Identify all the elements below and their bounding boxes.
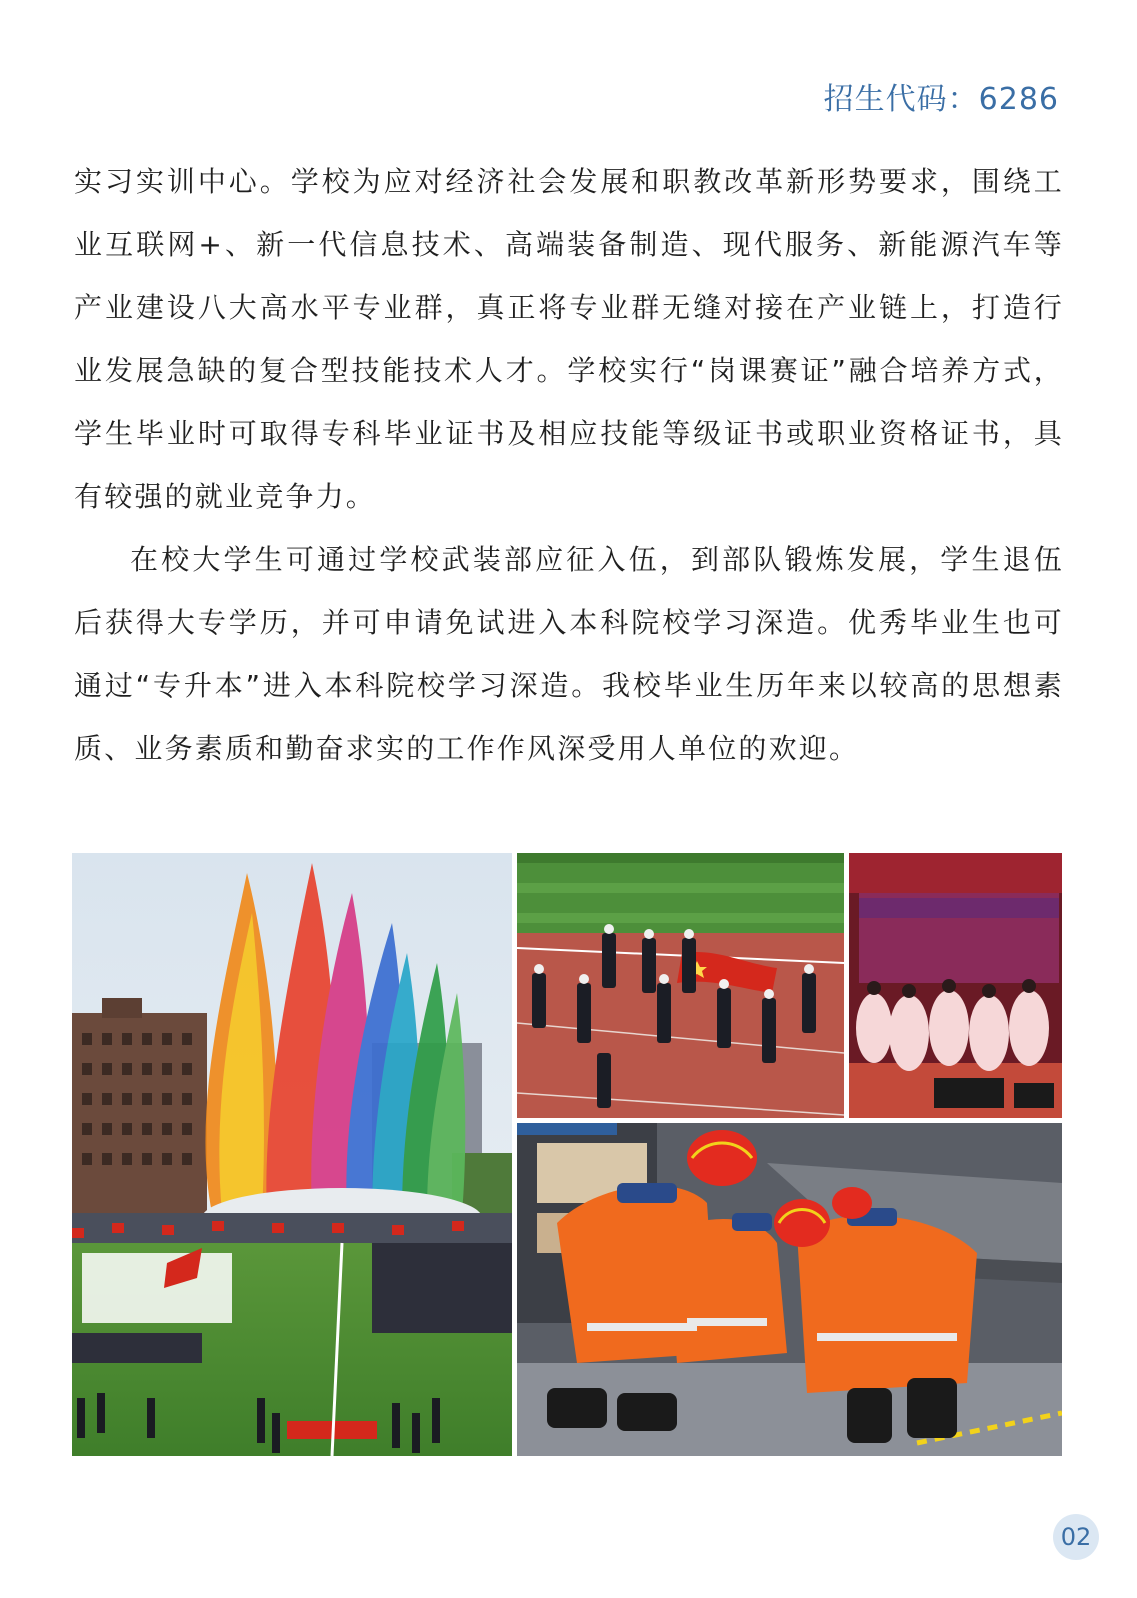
page-number-badge: 02 (1053, 1514, 1099, 1560)
ceremony-illustration (72, 853, 512, 1456)
flag-march-photo (517, 853, 844, 1118)
body-text (74, 150, 1064, 780)
ceremony-photo (72, 853, 512, 1456)
stage-dance-photo (849, 853, 1062, 1118)
rescue-drill-illustration (517, 1123, 1062, 1456)
flag-march-illustration (517, 853, 844, 1118)
enrollment-code: 招生代码：6286 (823, 82, 1059, 117)
rescue-drill-photo (517, 1123, 1062, 1456)
paragraph-programs: 实习实训中心。学校为应对经济社会发展和职教改革新形势要求，围绕工业互联网+、新一代信息技术、高端装备制造、现代服务、新能源汽车等产业建设八大高水平专业群，真正将专业群无缝对接在产业链上，打造行业发展急缺的复合型技能技术人才。学校实行“岗课赛证”融合培养方式，学生毕业时可取得专科毕业证书及相应技能等级证书或职业资格证书，具有较强的就业竞争力。 (74, 165, 1064, 513)
paragraph-military-and-further-study: 在校大学生可通过学校武装部应征入伍，到部队锻炼发展，学生退伍后获得大专学历，并可申请免试进入本科院校学习深造。优秀毕业生也可通过“专升本”进入本科院校学习深造。我校毕业生历年来以较高的思想素质、业务素质和勤奋求实的工作作风深受用人单位的欢迎。 (74, 543, 1064, 765)
stage-dance-illustration (849, 853, 1062, 1118)
